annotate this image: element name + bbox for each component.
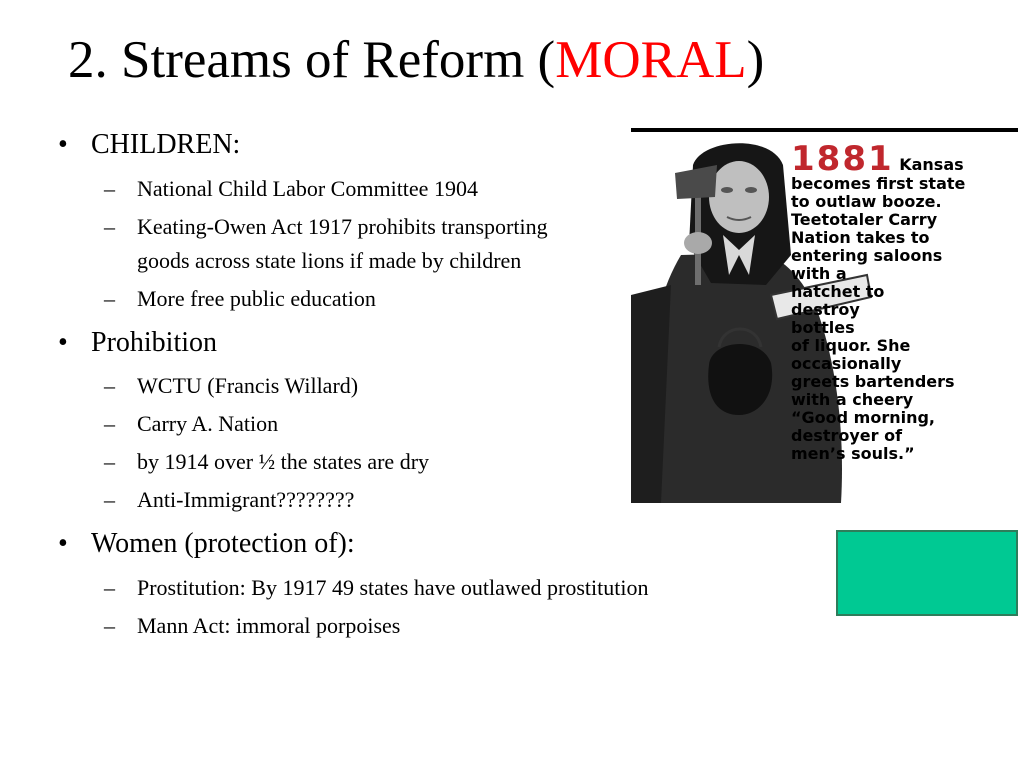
caption-line: Nation takes to	[791, 228, 930, 247]
item-text: Anti-Immigrant????????	[137, 487, 355, 513]
dash-icon: –	[104, 574, 115, 600]
section-heading: Women (protection of):	[91, 528, 355, 560]
caption-line: to outlaw booze.	[791, 192, 942, 211]
list-item	[58, 407, 577, 441]
caption-line: of liquor. She	[791, 336, 911, 355]
bullet-icon: •	[58, 326, 68, 358]
dash-icon: –	[104, 487, 115, 513]
list-item	[58, 445, 577, 479]
caption-line: destroy	[791, 300, 860, 319]
caption-line: with a	[791, 264, 847, 283]
item-text: Keating-Owen Act 1917 prohibits transporting goods across state lions if made by children	[137, 213, 548, 273]
photo-caption	[791, 139, 1013, 463]
caption-line: “Good morning,	[791, 408, 936, 427]
section-heading: CHILDREN:	[91, 129, 241, 160]
section-heading: Prohibition	[91, 326, 218, 358]
item-text: Carry A. Nation	[137, 411, 279, 437]
item-text: by 1914 over ½ the states are dry	[137, 449, 430, 475]
list-item	[58, 609, 857, 643]
list-item	[58, 483, 577, 517]
dash-icon: –	[104, 449, 115, 475]
list-item	[58, 282, 577, 316]
carry-nation-photo	[631, 135, 1018, 503]
caption-line: Kansas	[899, 155, 964, 174]
item-text: Prostitution: By 1917 49 states have outlawed prostitution	[137, 574, 649, 600]
caption-line: hatchet to	[791, 282, 885, 301]
item-text: National Child Labor Committee 1904	[137, 175, 478, 201]
women-items	[58, 571, 818, 643]
caption-line: entering saloons	[791, 246, 943, 265]
title-close: )	[746, 31, 765, 89]
green-action-box[interactable]	[836, 530, 1018, 616]
list-item	[58, 571, 857, 605]
caption-line: with a cheery	[791, 390, 914, 409]
list-item	[58, 172, 577, 206]
section-women	[58, 527, 818, 561]
dash-icon: –	[104, 612, 115, 638]
caption-line: men’s souls.”	[791, 444, 915, 463]
item-text: Mann Act: immoral porpoises	[137, 612, 401, 638]
caption-line: occasionally	[791, 354, 902, 373]
dash-icon: –	[104, 213, 115, 239]
bullet-icon: •	[58, 129, 68, 160]
item-text: More free public education	[137, 285, 376, 311]
dash-icon: –	[104, 175, 115, 201]
caption-line: destroyer of	[791, 426, 903, 445]
dash-icon: –	[104, 411, 115, 437]
caption-line: bottles	[791, 318, 855, 337]
divider-rule	[631, 128, 1018, 132]
caption-year: 1881	[791, 139, 894, 179]
caption-line: becomes first state	[791, 174, 966, 193]
dash-icon: –	[104, 373, 115, 399]
dash-icon: –	[104, 285, 115, 311]
list-item	[58, 369, 577, 403]
caption-line: Teetotaler Carry	[791, 210, 938, 229]
title-accent: MORAL	[555, 31, 747, 89]
title-text: 2. Streams of Reform (	[68, 31, 556, 89]
list-item	[58, 210, 577, 278]
slide-title	[68, 30, 764, 91]
caption-line: greets bartenders	[791, 372, 955, 391]
item-text: WCTU (Francis Willard)	[137, 373, 359, 399]
bullet-icon: •	[58, 528, 68, 560]
